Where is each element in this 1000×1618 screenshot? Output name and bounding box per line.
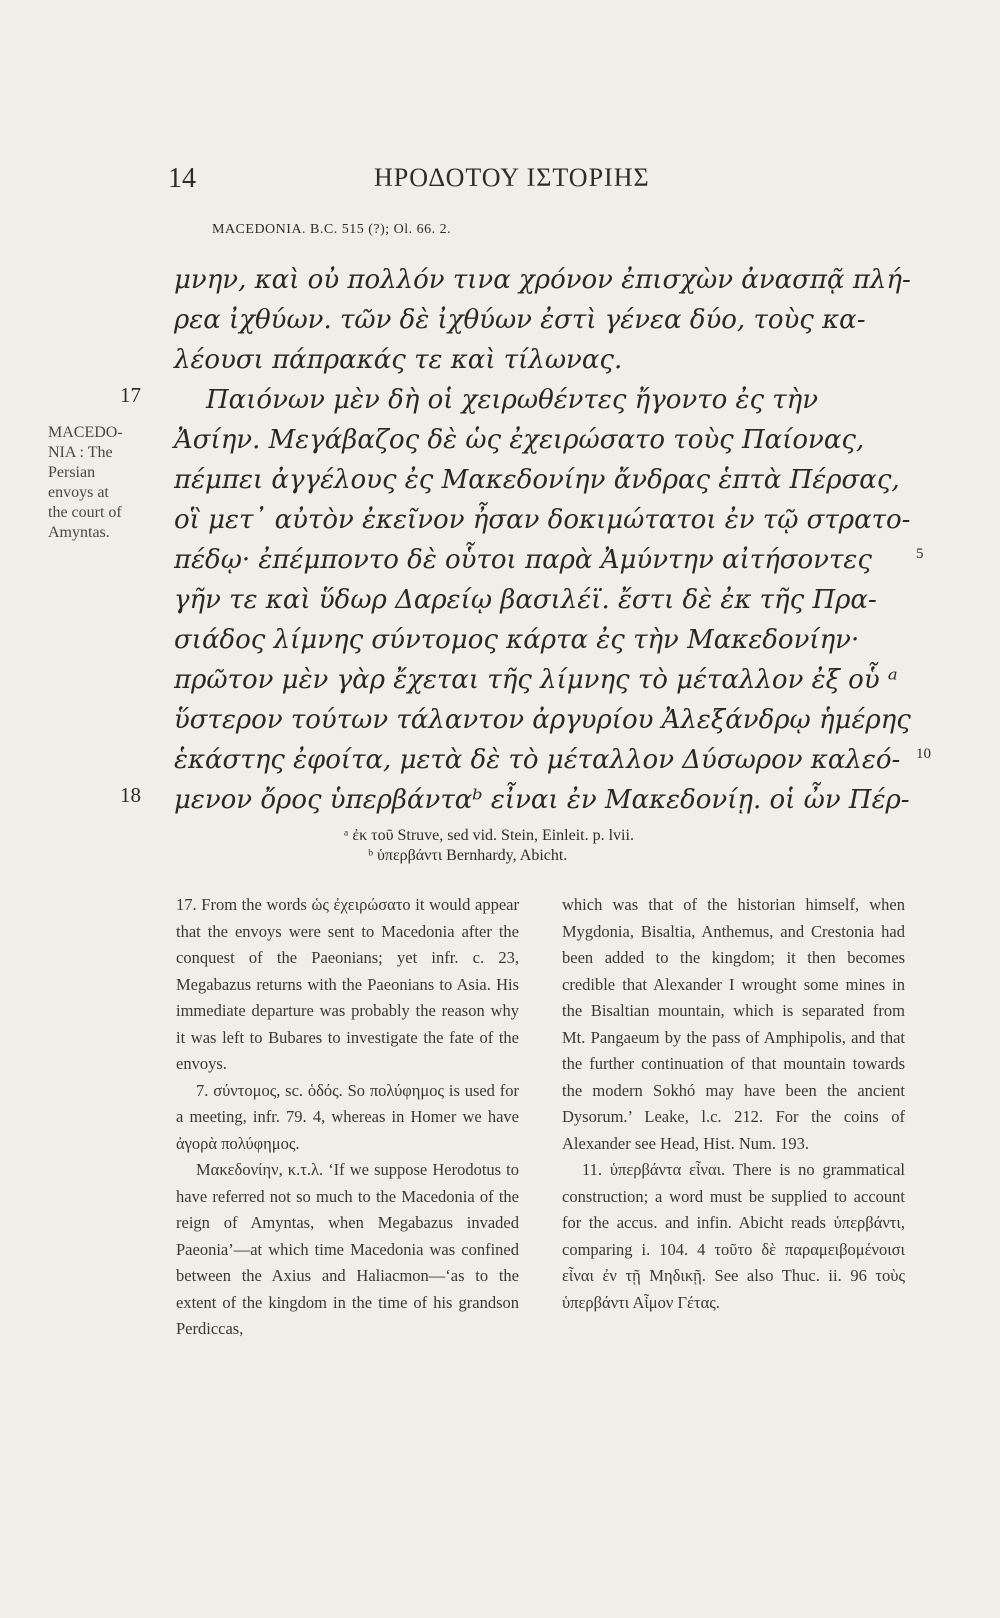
sidenote-line: Amyntas. bbox=[48, 524, 110, 541]
greek-line: πέδῳ· ἐπέμποντο δὲ οὗτοι παρὰ Ἀμύντην αἰτήσοντες bbox=[174, 545, 872, 575]
commentary-paragraph: 17. From the words ὡς ἐχειρώσατο it would appear that the envoys were sent to Macedonia after the conquest of the Paeonians; yet infr. c. 23, Megabazus returns with the Paeonians to Asia. His immediate departure was probably the reason why it was left to Bubares to investigate the fate of the envoys. bbox=[176, 895, 519, 1073]
apparatus-note: ᵃ ἐκ τοῦ Struve, sed vid. Stein, Einleit. p. lvii. bbox=[344, 827, 634, 844]
greek-line: Παιόνων μὲν δὴ οἱ χειρωθέντες ἤγοντο ἐς τὴν bbox=[206, 385, 819, 415]
chapter-number: 18 bbox=[120, 783, 141, 807]
commentary-paragraph: Μακεδονίην, κ.τ.λ. ‘If we suppose Herodotus to have referred not so much to the Macedonia of the reign of Amyntas, when Megabazus invaded Paeonia’—at which time Macedonia was confined between the Axius and Haliacmon—‘as to the extent of the kingdom in the time of his grandson Perdiccas, bbox=[176, 1160, 519, 1338]
sidenote-line: NIA : The bbox=[48, 444, 113, 461]
sidenote-line: the court of bbox=[48, 504, 122, 521]
chapter-number: 17 bbox=[120, 383, 141, 407]
commentary-paragraph: 11. ὑπερβάντα εἶναι. There is no grammatical construction; a word must be supplied to account for the accus. and infin. Abicht reads ὑπερβάντι, comparing i. 104. 4 τοῦτο δὲ παραμειβομένοισι εἶναι ἐν τῇ Μηδικῇ. See also Thuc. ii. 96 τοὺς ὑπερβάντι Αἶμον Γέτας. bbox=[562, 1160, 905, 1312]
page-number: 14 bbox=[168, 163, 196, 194]
greek-line: γῆν τε καὶ ὕδωρ Δαρείῳ βασιλέϊ. ἔστι δὲ ἐκ τῆς Πρα- bbox=[174, 585, 877, 615]
page-header bbox=[0, 163, 1000, 203]
margin-sidenote bbox=[48, 423, 168, 543]
running-head: ΗΡΟΔΟΤΟΥ ΙΣΤΟΡΙΗΣ bbox=[374, 163, 650, 192]
greek-line: λέουσι πάπρακάς τε καὶ τίλωνας. bbox=[174, 345, 623, 375]
greek-line: πέμπει ἀγγέλους ἐς Μακεδονίην ἄνδρας ἑπτὰ Πέρσας, bbox=[174, 465, 900, 495]
apparatus-note: ᵇ ὑπερβάντι Bernhardy, Abicht. bbox=[368, 847, 568, 864]
sidenote-line: envoys at bbox=[48, 484, 109, 501]
commentary-left-column bbox=[176, 892, 519, 1343]
greek-text-block bbox=[174, 260, 914, 820]
commentary-paragraph: which was that of the historian himself, when Mygdonia, Bisaltia, Anthemus, and Crestonia had been added to the kingdom; it then becomes credible that Alexander I wrought some mines in the Bisaltian mountain, which is separated from Mt. Pangaeum by the pass of Amphipolis, and that the further continuation of that mountain towards the modern Sokhó may have been the ancient Dysorum.’ Leake, l.c. 212. For the coins of Alexander see Head, Hist. Num. 193. bbox=[562, 895, 905, 1153]
greek-line: οἳ μετ᾿ αὐτὸν ἐκεῖνον ἦσαν δοκιμώτατοι ἐν τῷ στρατο- bbox=[174, 505, 911, 535]
commentary-right-column bbox=[562, 892, 905, 1316]
critical-apparatus bbox=[344, 826, 904, 866]
greek-line: Ἀσίην. Μεγάβαζος δὲ ὡς ἐχειρώσατο τοὺς Παίονας, bbox=[174, 425, 865, 455]
sidenote-line: MACEDO- bbox=[48, 424, 123, 441]
greek-line: σιάδος λίμνης σύντομος κάρτα ἐς τὴν Μακεδονίην· bbox=[174, 625, 860, 655]
line-number: 5 bbox=[916, 546, 924, 562]
greek-line: μνην, καὶ οὐ πολλόν τινα χρόνον ἐπισχὼν ἀνασπᾷ πλή- bbox=[174, 265, 911, 295]
line-number: 10 bbox=[916, 746, 931, 762]
greek-line: ὕστερον τούτων τάλαντον ἀργυρίου Ἀλεξάνδρῳ ἡμέρης bbox=[174, 705, 911, 735]
greek-line: ρεα ἰχθύων. τῶν δὲ ἰχθύων ἐστὶ γένεα δύο, τοὺς κα- bbox=[174, 305, 866, 335]
section-subheading: MACEDONIA. B.C. 515 (?); Ol. 66. 2. bbox=[212, 222, 452, 237]
greek-line: πρῶτον μὲν γὰρ ἔχεται τῆς λίμνης τὸ μέταλλον ἐξ οὗ ᵃ bbox=[174, 665, 898, 695]
commentary-paragraph: 7. σύντομος, sc. ὁδός. So πολύφημος is used for a meeting, infr. 79. 4, whereas in Homer we have ἀγορὰ πολύφημος. bbox=[176, 1080, 519, 1153]
sidenote-line: Persian bbox=[48, 464, 96, 481]
greek-line: μενον ὄρος ὑπερβάνταᵇ εἶναι ἐν Μακεδονίῃ. οἱ ὦν Πέρ- bbox=[174, 785, 910, 815]
greek-line: ἑκάστης ἐφοίτα, μετὰ δὲ τὸ μέταλλον Δύσωρον καλεό- bbox=[174, 745, 901, 775]
